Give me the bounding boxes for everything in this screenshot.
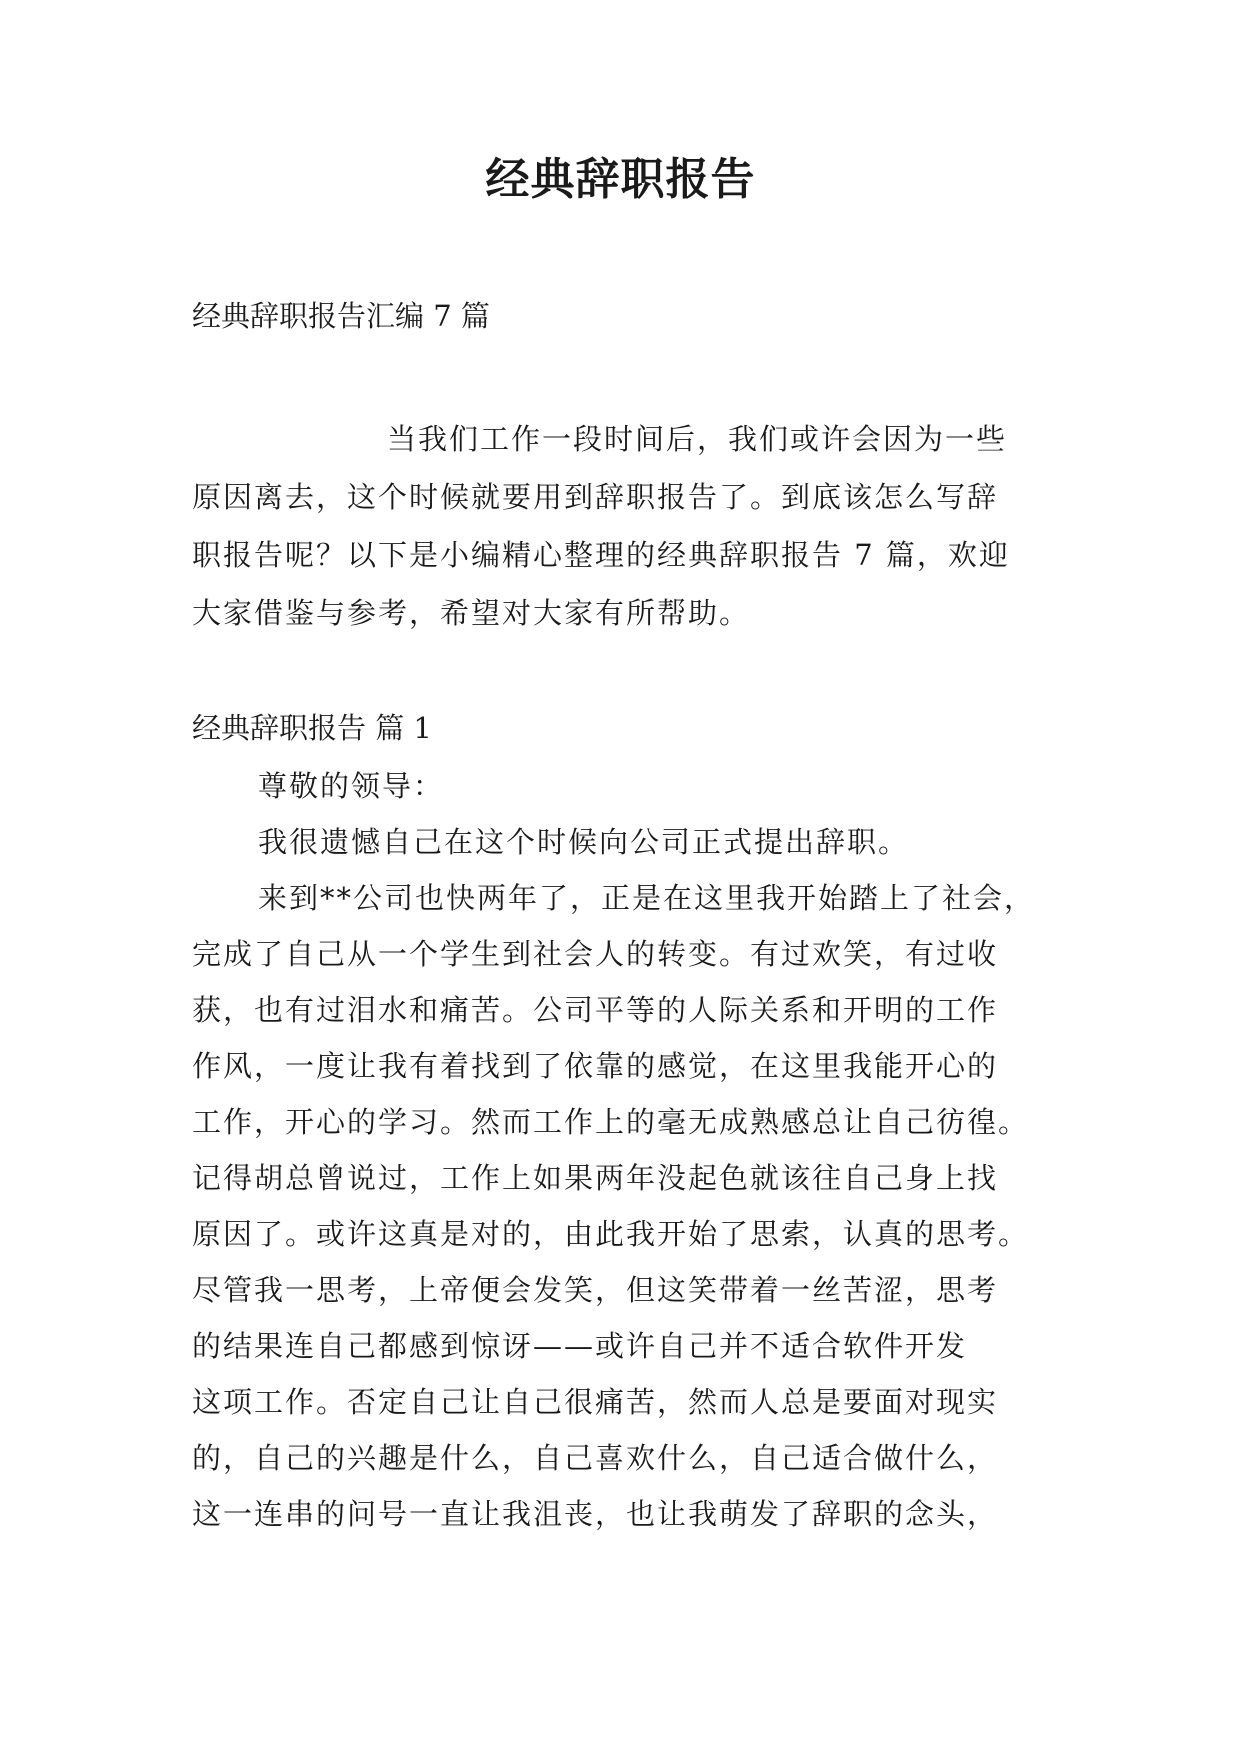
letter-line: 的结果连自己都感到惊讶——或许自己并不适合软件开发 <box>192 1329 968 1363</box>
intro-line: 原因离去，这个时候就要用到辞职报告了。到底该怎么写辞 <box>192 480 999 514</box>
document-subtitle: 经典辞职报告汇编 7 篇 <box>192 299 490 333</box>
intro-line: 大家借鉴与参考，希望对大家有所帮助。 <box>192 596 751 630</box>
intro-paragraph <box>192 410 1062 642</box>
letter-line: 获，也有过泪水和痛苦。公司平等的人际关系和开明的工作 <box>192 993 999 1027</box>
letter-body <box>192 758 1072 1542</box>
letter-line: 完成了自己从一个学生到社会人的转变。有过欢笑，有过收 <box>192 937 999 971</box>
letter-line: 我很遗憾自己在这个时候向公司正式提出辞职。 <box>258 825 910 859</box>
letter-line: 这一连串的问号一直让我沮丧，也让我萌发了辞职的念头， <box>192 1497 999 1531</box>
section-heading: 经典辞职报告 篇 1 <box>192 711 432 745</box>
letter-line: 记得胡总曾说过，工作上如果两年没起色就该往自己身上找 <box>192 1161 999 1195</box>
document-title: 经典辞职报告 <box>485 154 756 205</box>
intro-line: 当我们工作一段时间后，我们或许会因为一些 <box>387 422 1008 456</box>
letter-line: 来到**公司也快两年了，正是在这里我开始踏上了社会， <box>258 881 1036 915</box>
letter-line: 的，自己的兴趣是什么，自己喜欢什么，自己适合做什么， <box>192 1441 999 1475</box>
letter-line: 这项工作。否定自己让自己很痛苦，然而人总是要面对现实 <box>192 1385 999 1419</box>
letter-salutation: 尊敬的领导： <box>258 769 445 803</box>
letter-line: 原因了。或许这真是对的，由此我开始了思索，认真的思考。 <box>192 1217 1030 1251</box>
intro-line: 职报告呢？以下是小编精心整理的经典辞职报告 7 篇，欢迎 <box>192 538 1010 572</box>
letter-line: 作风，一度让我有着找到了依靠的感觉，在这里我能开心的 <box>192 1049 999 1083</box>
letter-line: 尽管我一思考，上帝便会发笑，但这笑带着一丝苦涩，思考 <box>192 1273 999 1307</box>
letter-line: 工作，开心的学习。然而工作上的毫无成熟感总让自己彷徨。 <box>192 1105 1030 1139</box>
